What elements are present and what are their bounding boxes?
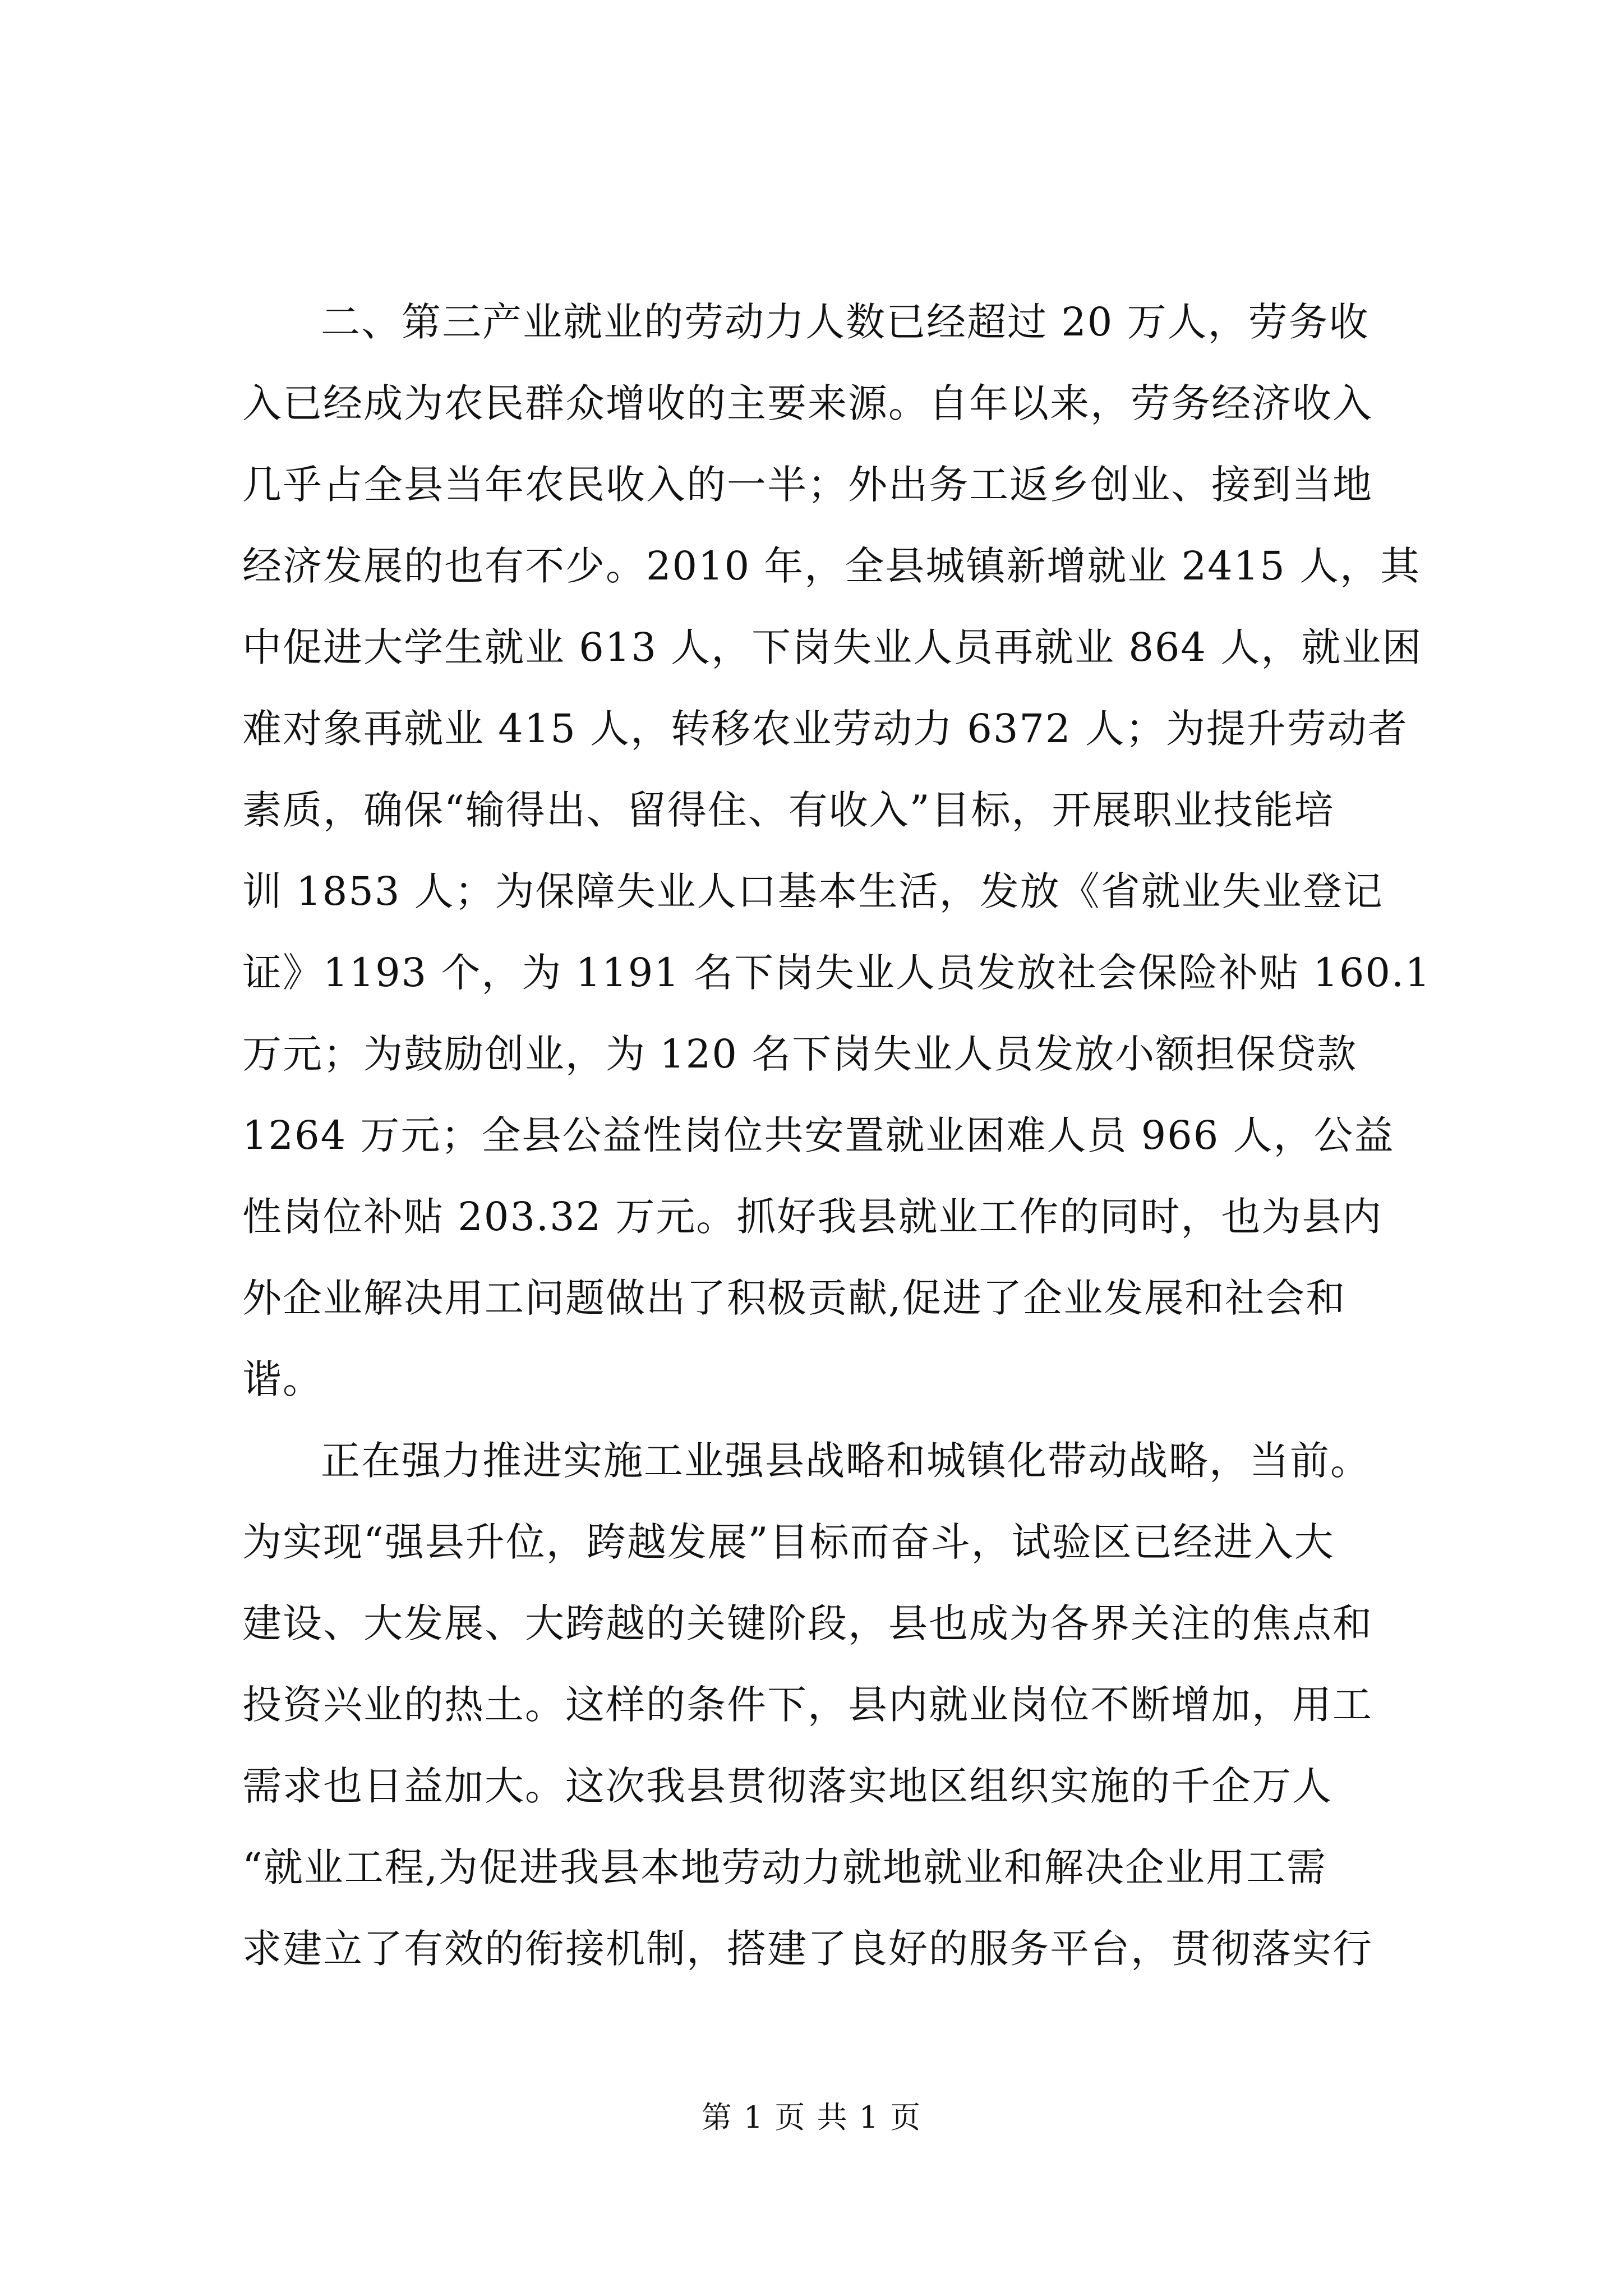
paragraph-line: 中促进大学生就业 613 人，下岗失业人员再就业 864 人，就业困: [242, 624, 1423, 670]
document-body: [242, 282, 1431, 1990]
paragraph-2: [242, 1420, 1420, 1990]
paragraph-line: 性岗位补贴 203.32 万元。抓好我县就业工作的同时，也为县内: [242, 1194, 1383, 1240]
paragraph-line: 训 1853 人；为保障失业人口基本生活，发放《省就业失业登记: [242, 868, 1384, 914]
paragraph-line: 1264 万元；全县公益性岗位共安置就业困难人员 966 人，公益: [242, 1112, 1395, 1158]
paragraph-line: 经济发展的也有不少。2010 年，全县城镇新增就业 2415 人，其: [242, 543, 1421, 589]
paragraph-line: “就业工程,为促进我县本地劳动力就地就业和解决企业用工需: [242, 1844, 1327, 1890]
paragraph-line: 为实现“强县升位，跨越发展”目标而奋斗，试验区已经进入大: [242, 1519, 1335, 1565]
paragraph-line: 二、第三产业就业的劳动力人数已经超过 20 万人，劳务收: [321, 299, 1370, 345]
page-footer: [0, 2098, 1623, 2137]
paragraph-line: 几乎占全县当年农民收入的一半；外出务工返乡创业、接到当地: [242, 462, 1373, 508]
paragraph-line: 外企业解决用工问题做出了积极贡献,促进了企业发展和社会和: [242, 1275, 1347, 1321]
paragraph-line: 入已经成为农民群众增收的主要来源。自年以来，劳务经济收入: [242, 380, 1373, 426]
paragraph-line: 难对象再就业 415 人，转移农业劳动力 6372 人；为提升劳动者: [242, 706, 1408, 752]
paragraph-line: 素质，确保“输得出、留得住、有收入”目标，开展职业技能培: [242, 787, 1335, 833]
paragraph-line: 万元；为鼓励创业，为 120 名下岗失业人员发放小额担保贷款: [242, 1031, 1358, 1077]
paragraph-line: 需求也日益加大。这次我县贯彻落实地区组织实施的千企万人: [242, 1763, 1332, 1809]
paragraph-line: 求建立了有效的衔接机制，搭建了良好的服务平台，贯彻落实行: [242, 1926, 1373, 1972]
paragraph-line: 证》1193 个，为 1191 名下岗失业人员发放社会保险补贴 160.1: [242, 950, 1431, 996]
paragraph-line: 正在强力推进实施工业强县战略和城镇化带动战略，当前。: [321, 1438, 1371, 1484]
paragraph-line: 投资兴业的热土。这样的条件下，县内就业岗位不断增加，用工: [242, 1682, 1373, 1728]
paragraph-line: 建设、大发展、大跨越的关键阶段，县也成为各界关注的焦点和: [242, 1600, 1373, 1646]
page-number-label: 第 1 页 共 1 页: [701, 2100, 922, 2135]
paragraph-1: [242, 282, 1431, 1420]
paragraph-line: 谐。: [242, 1356, 323, 1402]
